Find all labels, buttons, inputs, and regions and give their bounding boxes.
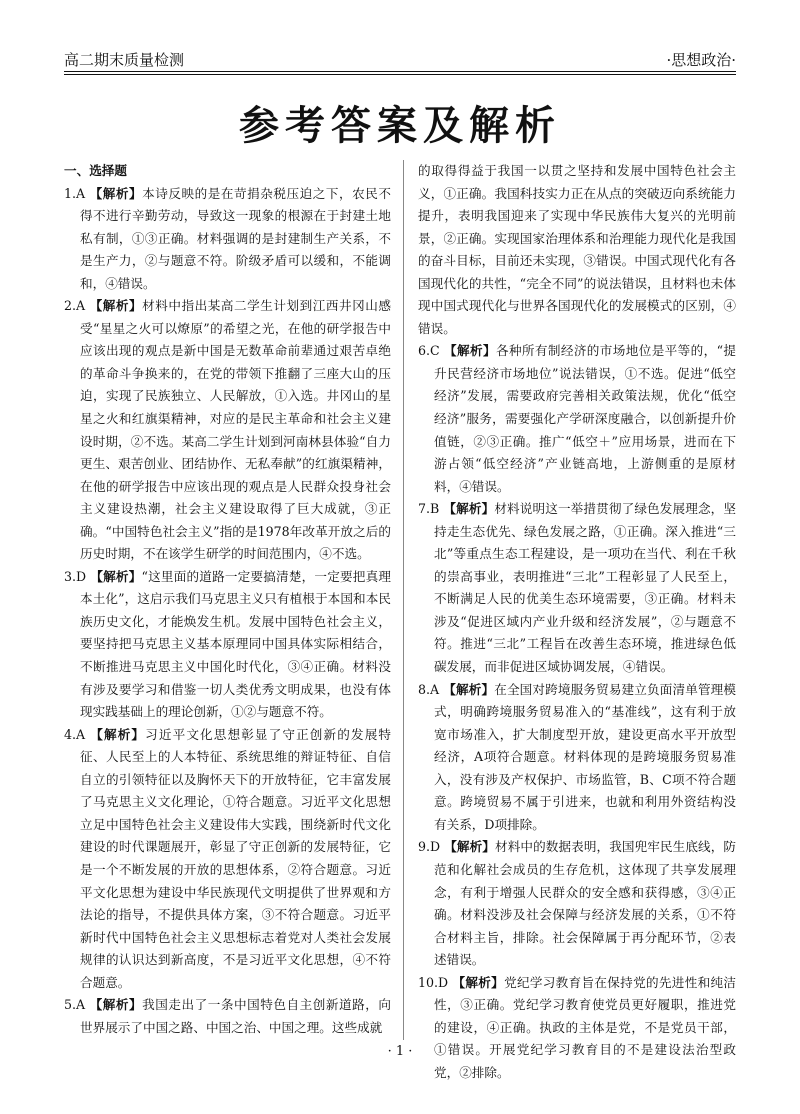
answer-item bbox=[64, 183, 391, 296]
answer-text: 我国走出了一条中国特色自主创新道路，向世界展示了中国之路、中国之治、中国之理。这些成就 bbox=[80, 997, 392, 1035]
answer-text: 在全国对跨境服务贸易建立负面清单管理模式，明确跨境服务贸易准入的“基准线”，这有利于放宽市场准入，扩大制度型开放，建设更高水平开放型经济，A项符合题意。材料体现的是跨境服务贸易准入，没有涉及产权保护、市场监管，B、C项不符合题意。跨境贸易不属于引进来，也就和利用外资结构没有关系，D项排除。 bbox=[434, 681, 737, 832]
answer-item bbox=[64, 295, 391, 566]
header-rule-thin bbox=[64, 74, 736, 75]
page-header bbox=[64, 44, 736, 70]
answer-text: 材料中的数据表明，我国兜牢民生底线，防范和化解社会成员的生存危机，这体现了共享发展理念，有利于增强人民群众的安全感和获得感，③④正确。材料没涉及社会保障与经济发展的关系，①不符合材料主旨，排除。社会保障属于再分配环节，②表述错误。 bbox=[434, 839, 737, 968]
analysis-tag: 【解析】 bbox=[444, 839, 495, 855]
answer-item bbox=[418, 972, 736, 1085]
answer-item bbox=[418, 340, 736, 498]
answer-text: 本诗反映的是在苛捐杂税压迫之下，农民不得不进行辛勤劳动，导致这一现象的根源在于封建土地私有制，①③正确。材料强调的是封建制生产关系，不是生产力，②与题意不符。阶级矛盾可以缓和，不能调和，④错误。 bbox=[80, 185, 392, 291]
header-right: ·思想政治· bbox=[666, 51, 736, 69]
answer-number: 7.B bbox=[418, 501, 440, 517]
answer-text: 党纪学习教育旨在保持党的先进性和纯洁性，③正确。党纪学习教育使党员更好履职，推进党的建设，④正确。执政的主体是党，不是党员干部，①错误。开展党纪学习教育目的不是建设法治型政党，②排除。 bbox=[434, 974, 736, 1080]
answer-number: 4.A bbox=[64, 726, 86, 742]
section-heading: 一、选择题 bbox=[64, 163, 127, 178]
answer-number: 6.C bbox=[418, 343, 440, 359]
analysis-tag: 【解析】 bbox=[443, 681, 495, 697]
analysis-tag: 【解析】 bbox=[89, 298, 143, 314]
analysis-tag: 【解析】 bbox=[90, 726, 146, 742]
analysis-tag: 【解析】 bbox=[90, 568, 142, 584]
answer-item bbox=[64, 724, 391, 995]
answer-text: 各种所有制经济的市场地位是平等的，“提升民营经济市场地位”说法错误，①不选。促进“低空经济”发展，需要政府完善相关政策法规，优化“低空经济”服务，需要强化产学研深度融合，以创新提升价值链，②③正确。推广“低空＋”应用场景，进而在下游占领“低空经济”产业链高地，上游侧重的是原材料，④错误。 bbox=[434, 343, 736, 494]
answer-text: 的取得得益于我国一以贯之坚持和发展中国特色社会主义，①正确。我国科技实力正在从点的突破迈向系统能力提升，表明我国迎来了实现中华民族伟大复兴的光明前景，②正确。实现国家治理体系和治理能力现代化是我国的奋斗目标，目前还未实现，③错误。中国式现代化有各国现代化的共性，“完全不同”的说法错误，且材料也未体现中国式现代化与世界各国现代化的发展模式的区别，④错误。 bbox=[418, 163, 736, 336]
header-rule bbox=[64, 71, 736, 72]
answer-item bbox=[418, 498, 736, 678]
answer-number: 1.A bbox=[64, 185, 86, 201]
answer-text: “这里面的道路一定要搞清楚，一定要把真理本土化”，这启示我们马克思主义只有植根于本国和本民族历史文化，才能焕发生机。发展中国特色社会主义，要坚持把马克思主义基本原理同中国具体实际相结合，不断推进马克思主义中国化时代化，③④正确。材料没有涉及要学习和借鉴一切人类优秀文明成果，也没有体现实践基础上的理论创新，①②与题意不符。 bbox=[80, 568, 391, 720]
answer-item bbox=[418, 679, 736, 837]
answer-text: 材料说明这一举措贯彻了绿色发展理念，坚持走生态优先、绿色发展之路，①正确。深入推进“三北”等重点生态工程建设，是一项功在当代、利在千秋的崇高事业，表明推进“三北”工程彰显了人民至上，不断满足人民的优美生态环境需要，③正确。材料未涉及“促进区域内产业升级和经济发展”，②与题意不符。推进“三北”工程旨在改善生态环境，推进绿色低碳发展，而非促进区域协调发展，④错误。 bbox=[434, 501, 736, 675]
analysis-tag: 【解析】 bbox=[89, 997, 143, 1013]
answer-text: 习近平文化思想彰显了守正创新的发展特征、人民至上的人本特征、系统思维的辩证特征、自信自立的引领特征以及胸怀天下的开放特征，它丰富发展了马克思主义文化理论，①符合题意。习近平文化思想立足中国特色社会主义建设伟大实践，围绕新时代文化建设的时代课题展开，彰显了守正创新的发展特征，它是一个不断发展的开放的思想体系，②符合题意。习近平文化思想为建设中华民族现代文明提供了世界观和方法论的指导，不提供具体方案，③不符合题意。习近平新时代中国特色社会主义思想标志着党对人类社会发展规律的认识达到新高度，不是习近平文化思想，④不符合题意。 bbox=[80, 726, 392, 990]
answer-number: 9.D bbox=[418, 839, 441, 855]
page-number: · 1 · bbox=[387, 1044, 413, 1059]
analysis-tag: 【解析】 bbox=[452, 974, 505, 990]
answer-number: 10.D bbox=[418, 974, 449, 990]
answer-item bbox=[64, 994, 391, 1039]
answer-number: 8.A bbox=[418, 681, 440, 697]
answer-item bbox=[64, 566, 391, 724]
answer-item bbox=[418, 160, 736, 340]
answer-number: 5.A bbox=[64, 997, 86, 1013]
analysis-tag: 【解析】 bbox=[443, 501, 495, 517]
column-divider bbox=[403, 160, 404, 1040]
answer-number: 3.D bbox=[64, 568, 87, 584]
right-column bbox=[418, 160, 736, 1084]
answer-item bbox=[418, 836, 736, 971]
page-title: 参考答案及解析 bbox=[239, 103, 561, 149]
header-left: 高二期末质量检测 bbox=[64, 51, 185, 69]
analysis-tag: 【解析】 bbox=[89, 185, 143, 201]
answer-text: 材料中指出某高二学生计划到江西井冈山感受“星星之火可以燎原”的希望之光，在他的研学报告中应该出现的观点是新中国是无数革命前辈通过艰苦卓绝的革命斗争换来的，在党的带领下推翻了三座大山的压迫，实现了民族独立、人民解放，①入选。井冈山的星星之火和红旗渠精神，对应的是民主革命和社会主义建设时期，②不选。某高二学生计划到河南林县体验“自力更生、艰苦创业、团结协作、无私奉献”的红旗渠精神，在他的研学报告中应该出现的观点是人民群众投身社会主义建设热潮，社会主义建设取得了巨大成就，③正确。“中国特色社会主义”指的是1978年改革开放之后的历史时期，不在该学生研学的时间范围内，④不选。 bbox=[80, 298, 392, 562]
left-column bbox=[64, 160, 391, 1039]
analysis-tag: 【解析】 bbox=[444, 343, 496, 359]
answer-number: 2.A bbox=[64, 298, 86, 314]
